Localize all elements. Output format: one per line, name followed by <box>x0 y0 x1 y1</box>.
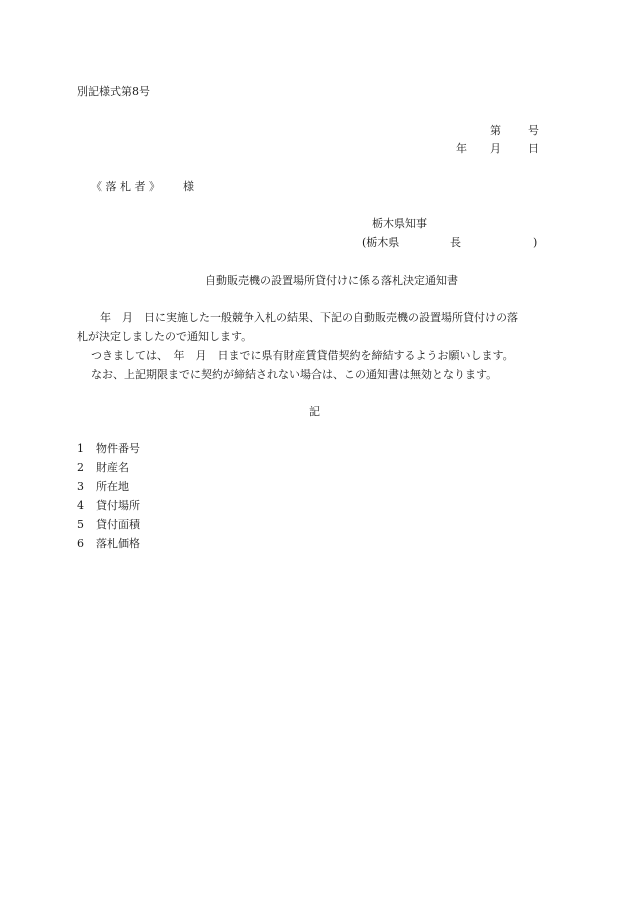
item-number: 6 <box>77 537 84 550</box>
item-label: 貸付面積 <box>96 518 140 531</box>
item-label: 物件番号 <box>96 442 140 455</box>
list-item <box>77 462 129 473</box>
date-day: 日 <box>528 142 539 155</box>
body-paragraph-1-line-1: 年 月 日に実施した一般競争入札の結果、下記の自動販売機の設置場所貸付けの落 <box>100 311 518 324</box>
item-label: 財産名 <box>96 461 129 474</box>
list-item <box>77 538 140 549</box>
form-label: 別記様式第8号 <box>77 85 150 98</box>
list-item <box>77 481 129 492</box>
item-label: 落札価格 <box>96 537 140 550</box>
body-paragraph-3: なお、上記期限までに契約が締結されない場合は、この通知書は無効となります。 <box>91 368 498 381</box>
list-item <box>77 500 140 511</box>
issuer-cho: 長 <box>450 236 461 249</box>
list-item <box>77 443 140 454</box>
issuer-paren-open: (栃木県 <box>362 236 400 249</box>
issuer-title: 栃木県知事 <box>372 217 427 230</box>
item-label: 貸付場所 <box>96 499 140 512</box>
list-item <box>77 519 140 530</box>
addressee-name: 《 落 札 者 》 <box>91 180 160 193</box>
body-paragraph-1-line-2: 札が決定しましたので通知します。 <box>77 330 253 343</box>
item-number: 3 <box>77 480 84 493</box>
item-number: 4 <box>77 499 84 512</box>
date-year: 年 <box>456 142 467 155</box>
item-number: 2 <box>77 461 84 474</box>
number-dai: 第 <box>490 124 501 137</box>
number-go: 号 <box>528 124 539 137</box>
ki-heading: 記 <box>309 405 320 418</box>
body-paragraph-2: つきましては、 年 月 日までに県有財産賃貸借契約を締結するようお願いします。 <box>91 349 514 362</box>
item-number: 5 <box>77 518 84 531</box>
addressee-honorific: 様 <box>183 180 194 193</box>
item-label: 所在地 <box>96 480 129 493</box>
document-title: 自動販売機の設置場所貸付けに係る落札決定通知書 <box>205 274 458 287</box>
item-number: 1 <box>77 442 84 455</box>
issuer-paren-close: ) <box>533 236 538 249</box>
date-month: 月 <box>490 142 501 155</box>
